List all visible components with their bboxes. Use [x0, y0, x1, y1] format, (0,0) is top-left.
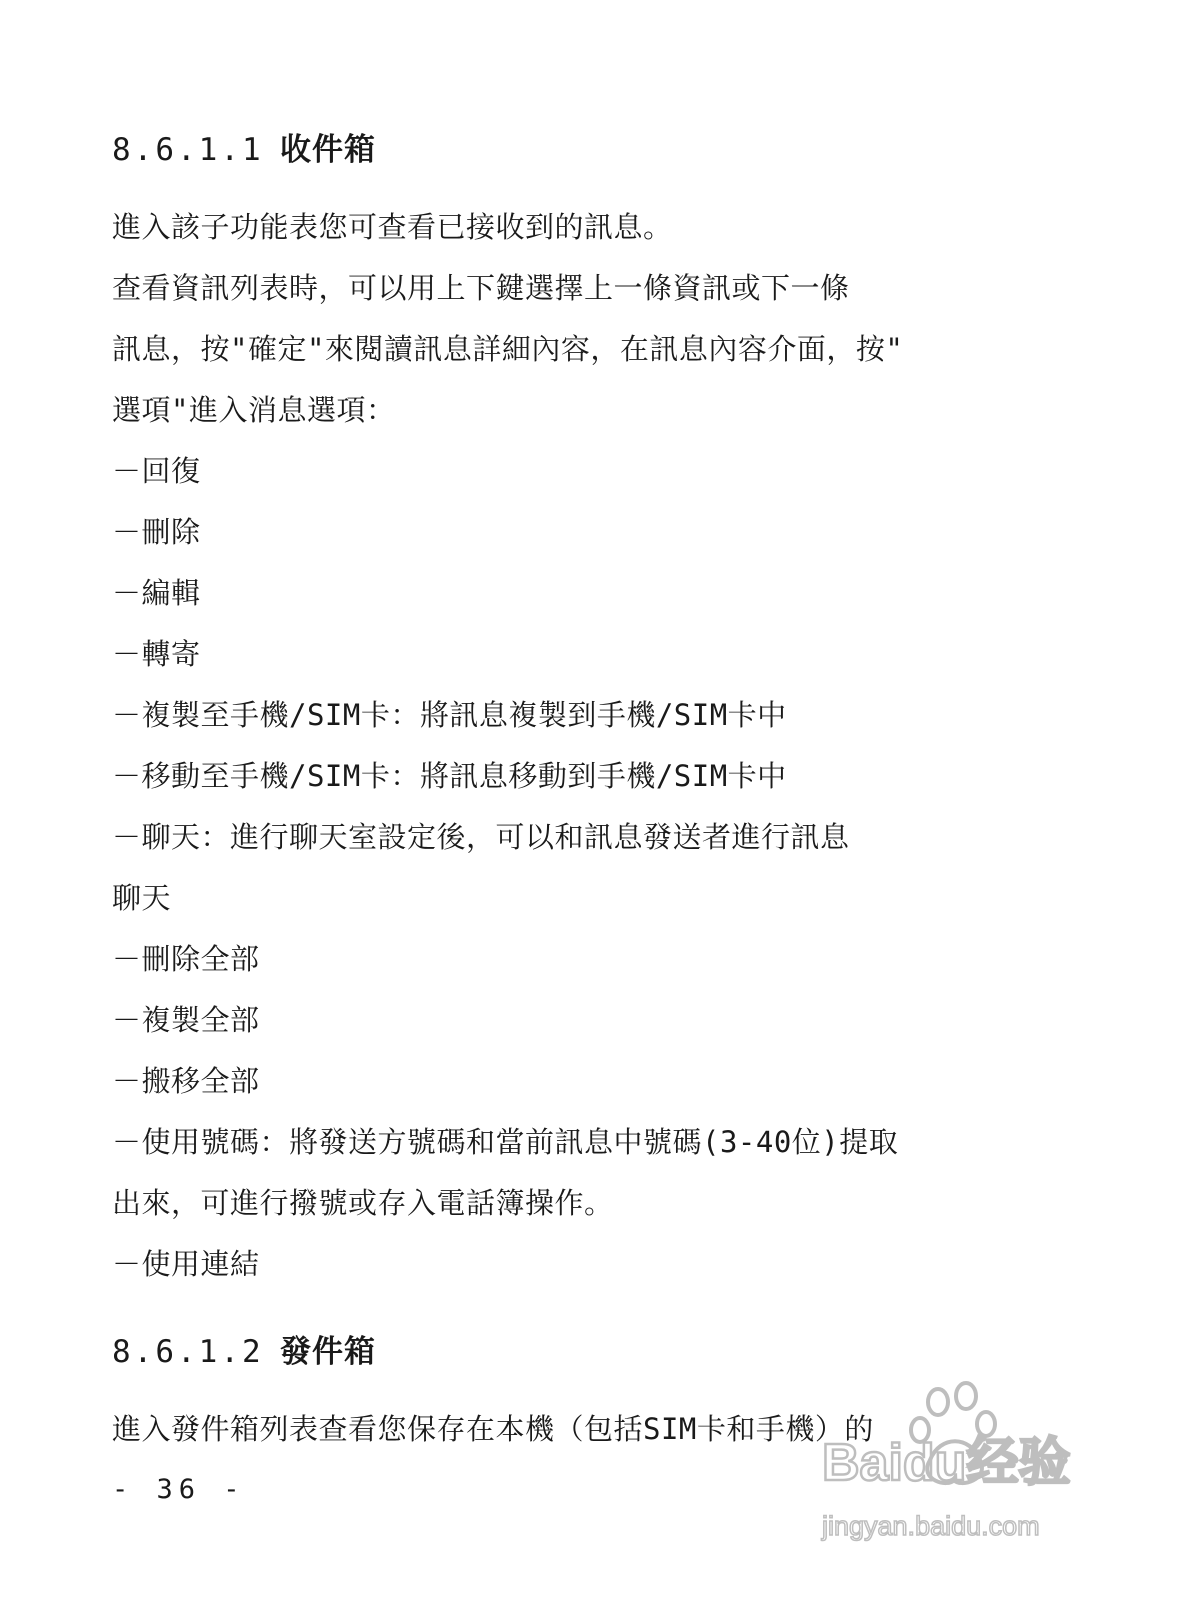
paragraph-line: 查看資訊列表時，可以用上下鍵選擇上一條資訊或下一條	[112, 271, 850, 305]
list-item: －使用號碼：將發送方號碼和當前訊息中號碼(3-40位)提取	[112, 1125, 899, 1159]
list-item: －刪除全部	[112, 942, 260, 976]
page-number: - 36 -	[112, 1474, 246, 1505]
paragraph-line: 選項"進入消息選項：	[112, 393, 396, 427]
list-item-continuation: 出來，可進行撥號或存入電話簿操作。	[112, 1186, 614, 1220]
list-item: －編輯	[112, 576, 201, 610]
paragraph-line: 進入該子功能表您可查看已接收到的訊息。	[112, 210, 673, 244]
list-item: －使用連結	[112, 1247, 260, 1281]
list-item: －回復	[112, 454, 201, 488]
watermark-brand: Baidu经验	[822, 1434, 1071, 1492]
list-item: －複製全部	[112, 1003, 260, 1037]
section-heading-inbox	[112, 124, 376, 169]
list-item: －複製至手機/SIM卡：將訊息複製到手機/SIM卡中	[112, 698, 787, 732]
list-item: －聊天：進行聊天室設定後，可以和訊息發送者進行訊息	[112, 820, 850, 854]
section-title: 收件箱	[280, 132, 376, 168]
section-heading-outbox	[112, 1326, 376, 1371]
list-item: －轉寄	[112, 637, 201, 671]
paragraph-line: 訊息，按"確定"來閱讀訊息詳細內容，在訊息內容介面，按"	[112, 332, 904, 366]
list-item: －搬移全部	[112, 1064, 260, 1098]
watermark-url: jingyan.baidu.com	[822, 1511, 1040, 1541]
section-number: 8.6.1.2	[112, 1334, 264, 1370]
section-number: 8.6.1.1	[112, 132, 264, 168]
paragraph-line: 進入發件箱列表查看您保存在本機（包括SIM卡和手機）的	[112, 1412, 874, 1446]
list-item: －移動至手機/SIM卡：將訊息移動到手機/SIM卡中	[112, 759, 787, 793]
baidu-watermark-logo	[820, 1380, 1090, 1590]
list-item: －刪除	[112, 515, 201, 549]
list-item-continuation: 聊天	[112, 881, 172, 915]
section-title: 發件箱	[280, 1334, 376, 1370]
